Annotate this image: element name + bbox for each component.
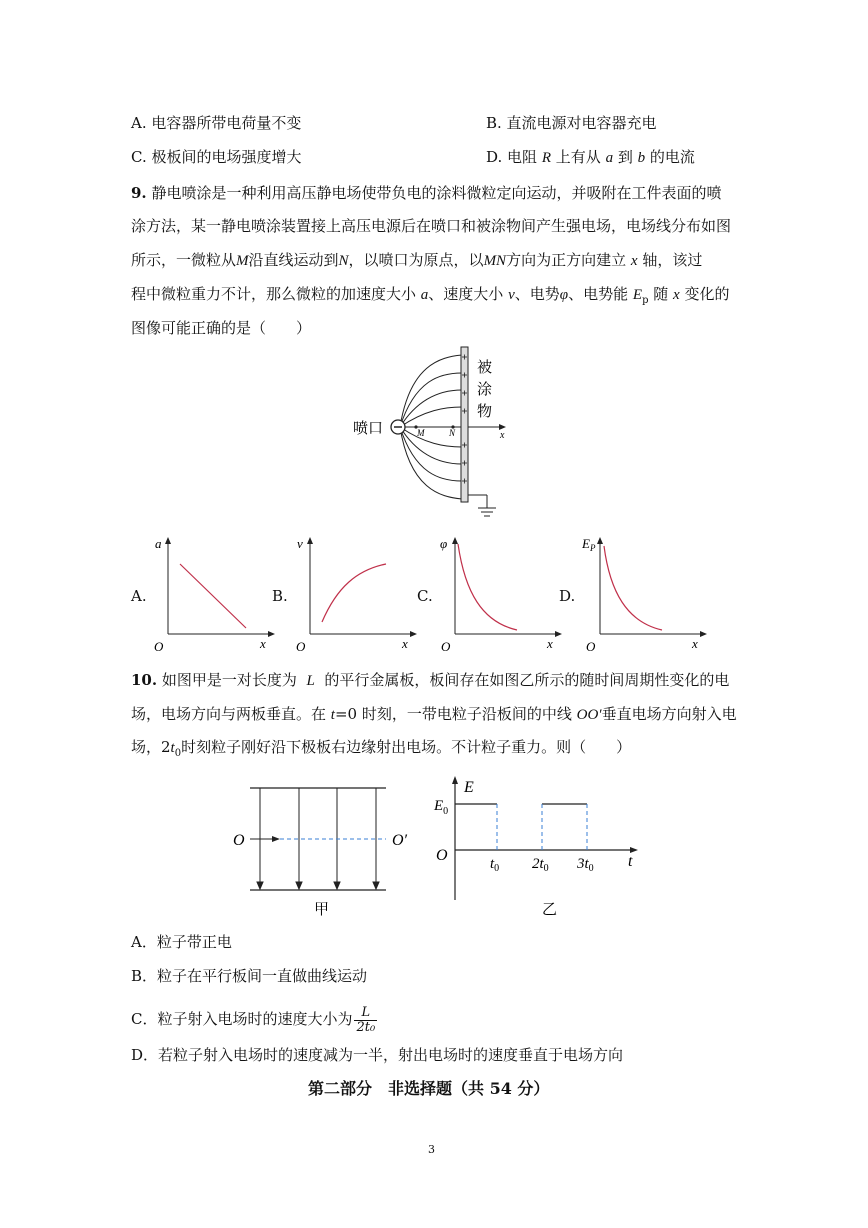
axis-e-label: E [464, 779, 474, 796]
q9-line-5: 图像可能正确的是（ ） [131, 319, 312, 337]
graph-c-y-label: φ [440, 536, 448, 551]
e-field-dashed-edges [497, 804, 587, 850]
graph-d-curve [604, 546, 662, 630]
q9-graph-d-label: D. [559, 587, 576, 605]
point-m-label: M [417, 428, 425, 438]
section-title: 第二部分 非选择题（共 54 分） [308, 1079, 550, 1098]
q10-option-d: D．若粒子射入电场时的速度减为一半，射出电场时的速度垂直于电场方向 [131, 1046, 624, 1064]
nozzle-label: 喷口 [353, 421, 384, 437]
q9-graph-a-label: A. [131, 587, 147, 605]
graph-b-y-label: v [297, 536, 303, 551]
q10-fig-jia [228, 780, 428, 920]
axis-x-label: x [500, 430, 505, 441]
q10-fig-yi [430, 770, 645, 920]
q10-line-2: 场，电场方向与两板垂直。在 t=0 时刻，一带电粒子沿板间的中线 OO′垂直电场方向射入电 [131, 705, 737, 723]
q9-line-4: 程中微粒重力不计，那么微粒的加速度大小 a、速度大小 v、电势φ、电势能 $E_p$ 随 x 变化的 [131, 285, 730, 306]
graph-c-x-label: x [547, 636, 553, 651]
q8-option-d: D. 电阻 R 上有从 a 到 b 的电流 [486, 148, 695, 166]
graph-d-origin: O [586, 639, 596, 652]
q10-option-a: A．粒子带正电 [131, 933, 232, 951]
target-label-2: 涂 [477, 382, 493, 398]
graph-b-curve [322, 564, 386, 622]
q10-option-c: C．粒子射入电场时的速度大小为 $\frac{L}{\text{2t₀}}$ [131, 1004, 376, 1035]
q9-line-2: 涂方法，某一静电喷涂装置接上高压电源后在喷口和被涂物间产生强电场，电场线分布如图 [131, 217, 732, 235]
t0-label: $t_0$ [490, 856, 500, 874]
point-n-label: N [449, 428, 456, 438]
q10-line-1: 10. 如图甲是一对长度为 L 的平行金属板，板间存在如图乙所示的随时间周期性变化的电 [131, 671, 730, 689]
q8-option-c: C. 极板间的电场强度增大 [131, 148, 302, 166]
q9-graph-d [582, 532, 712, 652]
page-number: 3 [428, 1143, 435, 1156]
q9-graph-c-label: C. [417, 587, 433, 605]
target-label-3: 物 [477, 404, 493, 420]
q10-line-3: 场，$2t_0$时刻粒子刚好沿下极板右边缘射出电场。不计粒子重力。则（ ） [131, 738, 632, 759]
q9-line-3: 所示，一微粒从M沿直线运动到N，以喷口为原点，以MN方向为正方向建立 x 轴，该过 [131, 251, 703, 269]
q9-line-1: 9. 静电喷涂是一种利用高压静电场使带负电的涂料微粒定向运动，并吸附在工件表面的喷 [131, 184, 722, 202]
ground-icon [468, 495, 496, 516]
e0-label: $E_0$ [434, 798, 449, 817]
axis-t-label: t [628, 853, 633, 870]
graph-c-origin: O [441, 639, 451, 652]
graph-c-curve [458, 544, 517, 630]
q9-graph-c [437, 532, 567, 652]
q9-field-diagram [350, 345, 520, 525]
fraction-l-over-2t0: $\frac{L}{\text{2t₀}}$ [356, 1004, 376, 1035]
graph-b-x-label: x [402, 636, 408, 651]
q8-option-b: B. 直流电源对电容器充电 [486, 114, 657, 132]
caption-yi: 乙 [542, 902, 558, 918]
graph-a-y-label: a [155, 536, 162, 551]
graph-d-y-label: $E_P$ [582, 536, 596, 553]
graph-a-x-label: x [260, 636, 266, 651]
q9-graph-b [292, 532, 422, 652]
t3-label: $3t_0$ [577, 856, 594, 874]
t2-label: $2t_0$ [532, 856, 549, 874]
caption-jia: 甲 [314, 902, 330, 918]
q10-option-b: B．粒子在平行板间一直做曲线运动 [131, 967, 368, 985]
q9-graph-a [150, 532, 280, 652]
q9-graph-b-label: B. [272, 587, 288, 605]
q8-option-a: A. 电容器所带电荷量不变 [131, 114, 302, 132]
target-label-1: 被 [477, 360, 493, 376]
graph-b-origin: O [296, 639, 306, 652]
graph-a-origin: O [154, 639, 164, 652]
point-o-label: O [233, 832, 245, 849]
graph-a-curve [180, 564, 246, 628]
point-o-prime-label: O′ [392, 832, 408, 849]
origin-label: O [436, 847, 448, 864]
graph-d-x-label: x [692, 636, 698, 651]
